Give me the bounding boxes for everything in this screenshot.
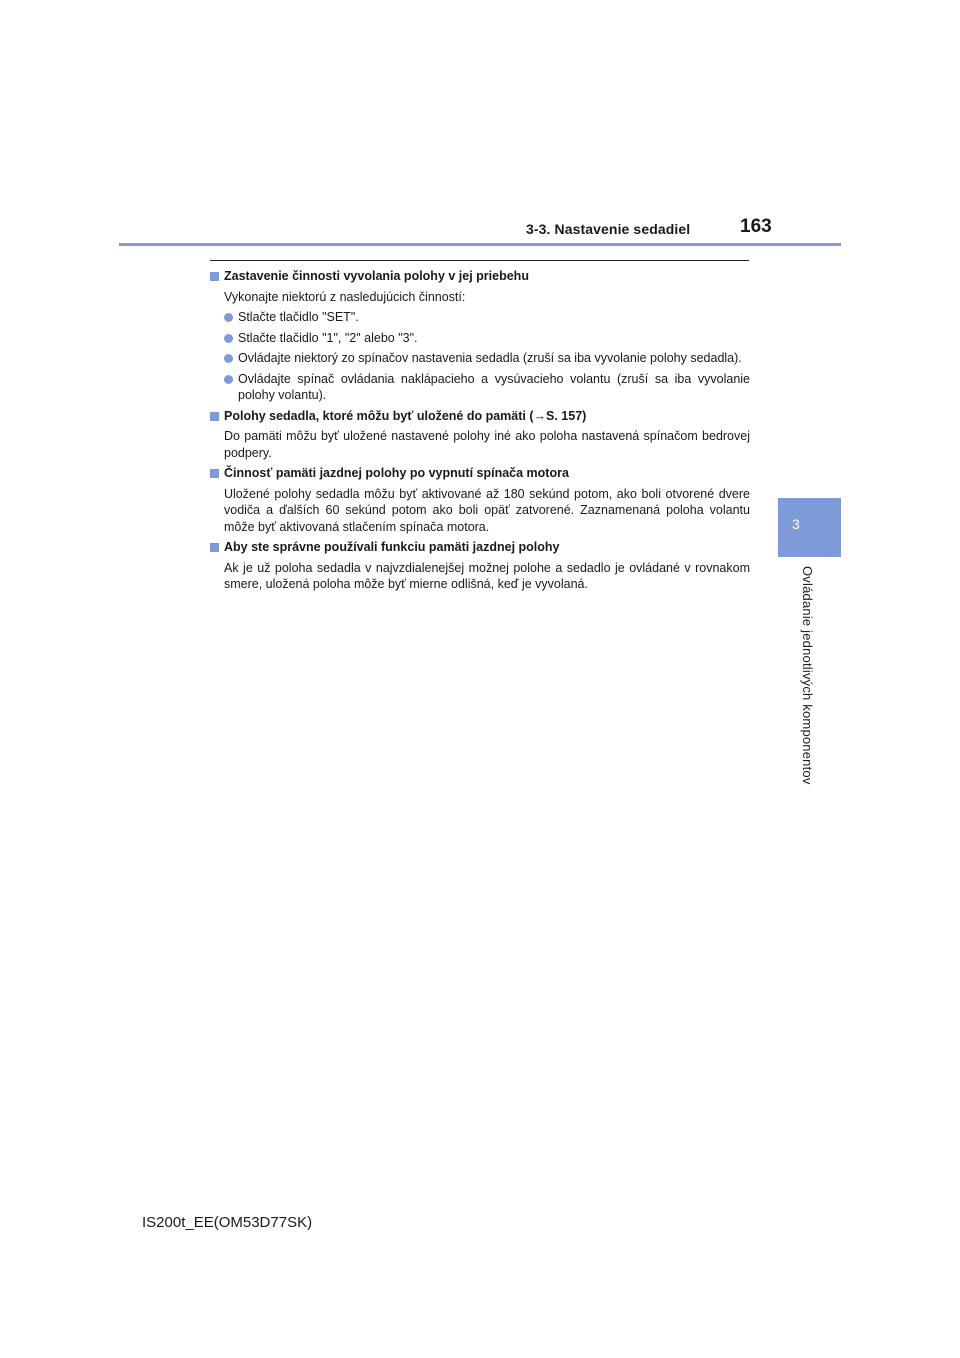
header-rule bbox=[119, 243, 841, 246]
circle-bullet-icon bbox=[224, 334, 233, 343]
section-heading: Polohy sedadla, ktoré môžu byť uložené do pamäti (→S. 157) bbox=[210, 408, 750, 425]
section-memory-positions bbox=[210, 408, 750, 462]
section-heading: Zastavenie činnosti vyvolania polohy v jej priebehu bbox=[210, 268, 750, 285]
section-after-engine-off bbox=[210, 465, 750, 535]
circle-bullet-icon bbox=[224, 313, 233, 322]
square-bullet-icon bbox=[210, 469, 219, 478]
content-area bbox=[210, 268, 750, 597]
section-text: Uložené polohy sedadla môžu byť aktivované až 180 sekúnd potom, ako boli otvorené dvere vodiča a ďalších 60 sekúnd potom ako boli opäť zatvorené. Zaznamenaná poloha volantu môže byť aktivovaná stlačením spínača motora. bbox=[224, 486, 750, 534]
section-heading: Aby ste správne používali funkciu pamäti jazdnej polohy bbox=[210, 539, 750, 556]
section-text: Vykonajte niektorú z nasledujúcich činností: bbox=[224, 289, 466, 304]
section-stop-recall bbox=[210, 268, 750, 404]
document-code: IS200t_EE(OM53D77SK) bbox=[142, 1214, 313, 1231]
page-number: 163 bbox=[740, 216, 772, 237]
circle-bullet-icon bbox=[224, 375, 233, 384]
square-bullet-icon bbox=[210, 412, 219, 421]
list-item: Ovládajte niektorý zo spínačov nastavenia sedadla (zruší sa iba vyvolanie polohy sedadla). bbox=[210, 350, 750, 367]
square-bullet-icon bbox=[210, 543, 219, 552]
section-title: 3-3. Nastavenie sedadiel bbox=[526, 221, 691, 237]
square-bullet-icon bbox=[210, 272, 219, 281]
circle-bullet-icon bbox=[224, 354, 233, 363]
section-text: Do pamäti môžu byť uložené nastavené polohy iné ako poloha nastavená spínačom bedrovej podpery. bbox=[224, 429, 750, 460]
list-item: Stlačte tlačidlo "SET". bbox=[210, 309, 750, 326]
list-item: Stlačte tlačidlo "1", "2" alebo "3". bbox=[210, 330, 750, 347]
chapter-number: 3 bbox=[792, 516, 800, 532]
section-heading: Činnosť pamäti jazdnej polohy po vypnutí spínača motora bbox=[210, 465, 750, 482]
chapter-label: Ovládanie jednotlivých komponentov bbox=[800, 566, 815, 785]
section-text: Ak je už poloha sedadla v najvzdialenejšej možnej polohe a sedadlo je ovládané v rovnakom smere, uložená poloha môže byť mierne odlišná, keď je vyvolaná. bbox=[224, 560, 750, 591]
content-rule bbox=[210, 260, 749, 261]
section-proper-use bbox=[210, 539, 750, 593]
chapter-tab bbox=[778, 498, 841, 557]
list-item: Ovládajte spínač ovládania naklápacieho a vysúvacieho volantu (zruší sa iba vyvolanie polohy volantu). bbox=[210, 371, 750, 404]
